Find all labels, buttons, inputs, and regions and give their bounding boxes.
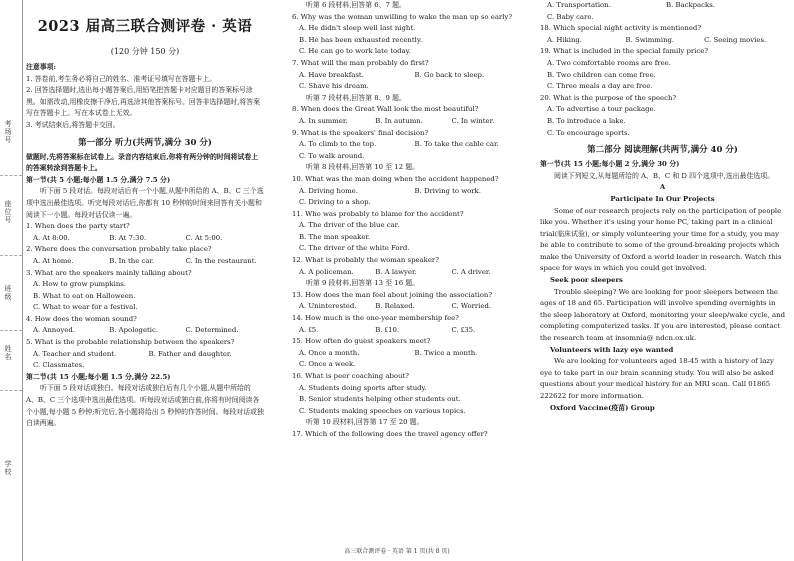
answer-option: A. Once a month. bbox=[299, 348, 360, 357]
question-stem: 16. What is peer coaching about? bbox=[292, 372, 409, 380]
answer-option: A. A policeman. bbox=[299, 267, 354, 276]
answer-option: A. Hiking. bbox=[547, 35, 582, 44]
answer-option: C. ₤35. bbox=[451, 325, 476, 334]
answer-option: A. At 8:00. bbox=[33, 233, 70, 242]
question-stem: 2. Where does the conversation probably take place? bbox=[26, 245, 212, 254]
question-list-3 bbox=[540, 0, 785, 139]
option-row bbox=[540, 0, 785, 12]
answer-option: C. Shave his dream. bbox=[299, 82, 369, 91]
part1-sec1-intro: 听下面 5 段对话。每段对话后有一个小题,从题中所给的 A、B、C 三个选项中选出最佳选项。听完每段对话后,你都有 10 秒钟的时间来回答有关小题和阅读下一小题。每段对话仅读一遍。 bbox=[26, 187, 264, 219]
answer-option: C. To encourage sports. bbox=[547, 128, 630, 137]
question-stem: 15. How often do guest speakers meet? bbox=[292, 337, 431, 346]
notes-title: 注意事项: bbox=[26, 63, 57, 71]
question-list-2 bbox=[292, 0, 530, 441]
question-stem: 5. What is the probable relationship between the speakers? bbox=[26, 338, 235, 347]
question-stem: 7. What will the man probably do first? bbox=[292, 58, 429, 67]
answer-option: B. ₤10. bbox=[375, 325, 400, 334]
answer-option: B. Driving to work. bbox=[414, 186, 481, 195]
question-list-1 bbox=[26, 221, 264, 372]
answer-option: B. Go back to sleep. bbox=[414, 70, 485, 79]
answer-option: A. Uninterested. bbox=[299, 302, 357, 311]
answer-option: A. Transportation. bbox=[547, 1, 611, 9]
option-row bbox=[292, 348, 530, 360]
answer-option: C. Driving to a shop. bbox=[299, 198, 371, 207]
option-row bbox=[26, 349, 264, 361]
question-stem: 8. When does the Great Wall look the most beautiful? bbox=[292, 105, 479, 114]
passage-title: Participate In Our Projects bbox=[610, 194, 715, 203]
answer-option: C. Worried. bbox=[451, 302, 492, 311]
answer-option: C. Baby care. bbox=[547, 12, 594, 21]
question-stem: 13. How does the man feel about joining the association? bbox=[292, 290, 493, 299]
answer-option: C. Once a week. bbox=[299, 360, 356, 369]
answer-option: C. Determined. bbox=[185, 326, 239, 335]
answer-option: C. To walk around. bbox=[299, 151, 365, 160]
question-stem: 9. What is the speakers' final decision? bbox=[292, 128, 429, 137]
answer-option: C. In winter. bbox=[451, 116, 495, 125]
answer-option: A. He didn't sleep well last night. bbox=[299, 24, 416, 33]
material-instruction: 听第 8 段材料,回答第 10 至 12 题。 bbox=[306, 163, 420, 172]
material-instruction: 听第 6 段材料,回答第 6、7 题。 bbox=[306, 1, 406, 9]
part1-sec2-intro: 听下面 5 段对话或独白。每段对话或独白后有几个小题,从题中所给的 A、B、C 三个选项中选出最佳选项。听每段对话或独白前,你将有时间阅读各个小题,每小题 5 秒钟;听完后,各小题将给出 5 秒钟的作答时间。每段对话或独白读两遍。 bbox=[26, 384, 264, 428]
question-stem: 10. What was the man doing when the accident happened? bbox=[292, 174, 499, 183]
answer-option: B. Two children can come free. bbox=[547, 70, 656, 79]
answer-option: B. He has been exhausted recently. bbox=[299, 35, 423, 44]
side-label: 考场号 bbox=[4, 120, 12, 144]
answer-option: C. He can go to work late today. bbox=[299, 47, 411, 56]
material-instruction: 听第 9 段材料,回答第 13 至 16 题。 bbox=[306, 279, 420, 288]
question-stem: 4. How does the woman sound? bbox=[26, 314, 137, 323]
answer-option: C. Three meals a day are free. bbox=[547, 82, 653, 91]
answer-option: B. Relaxed. bbox=[375, 302, 415, 311]
answer-option: A. How to grow pumpkins. bbox=[33, 280, 126, 289]
option-row bbox=[292, 116, 530, 128]
answer-option: B. What to eat on Halloween. bbox=[33, 291, 136, 300]
answer-option: C. A driver. bbox=[451, 267, 491, 276]
part1-sec1-title: 第一节(共 5 小题;每小题 1.5 分,满分 7.5 分) bbox=[26, 175, 171, 184]
answer-option: A. To advertise a tour package. bbox=[547, 105, 656, 114]
answer-option: B. In the car. bbox=[109, 256, 155, 265]
side-label: 姓名 bbox=[4, 345, 12, 361]
page-title: 2023 届高三联合测评卷 · 英语 bbox=[37, 18, 253, 35]
answer-option: B. Swimming. bbox=[625, 35, 675, 44]
part2-sec1-title: 第一节(共 15 小题;每小题 2 分,满分 30 分) bbox=[540, 160, 680, 169]
answer-option: A. Students doing sports after study. bbox=[299, 383, 427, 392]
option-row bbox=[292, 139, 530, 151]
question-stem: 18. Which special night activity is mentioned? bbox=[540, 24, 702, 33]
column-3 bbox=[540, 0, 785, 545]
answer-option: B. To take the cable car. bbox=[414, 140, 499, 149]
answer-option: C. The driver of the white Ford. bbox=[299, 244, 410, 253]
passage-paragraph: Trouble sleeping? We are looking for poor sleepers between the ages of 18 and 65. Participation will involve spending overnights in the sleep laboratory at Oxford, monitoring your sleep/wake cycle, and completing computerized tasks. If you are interested, please contact the research team at insomnia@ ndcn.ox.uk. bbox=[540, 287, 785, 343]
answer-option: C. In the restaurant. bbox=[185, 256, 257, 265]
question-stem: 14. How much is the one-year membership fee? bbox=[292, 314, 459, 323]
question-stem: 6. Why was the woman unwilling to wake the man up so early? bbox=[292, 12, 513, 21]
question-stem: 20. What is the purpose of the speech? bbox=[540, 93, 677, 102]
question-stem: 1. When does the party start? bbox=[26, 222, 130, 231]
answer-option: C. What to wear for a festival. bbox=[33, 303, 138, 312]
answer-option: B. A lawyer. bbox=[375, 267, 417, 276]
part1-sec2-title: 第二节(共 15 小题;每小题 1.5 分,满分 22.5) bbox=[26, 372, 171, 381]
option-row bbox=[292, 70, 530, 82]
passage-subheading: Seek poor sleepers bbox=[550, 276, 623, 285]
answer-option: B. At 7:30. bbox=[109, 233, 147, 242]
option-row bbox=[292, 186, 530, 198]
option-row bbox=[292, 267, 530, 279]
part2-heading: 第二部分 阅读理解(共两节,满分 40 分) bbox=[587, 145, 738, 156]
answer-option: B. Apologetic. bbox=[109, 326, 159, 335]
exam-duration: (120 分钟 150 分) bbox=[110, 47, 180, 56]
option-row bbox=[26, 325, 264, 337]
passage-paragraph: We are looking for volunteers aged 18-45 with a history of lazy eye to take part in our brain scanning study. You will also be asked questions about your medical history for an MRI scan. Call 01865 222622 for more information. bbox=[540, 357, 774, 400]
answer-option: B. The man speaker. bbox=[299, 232, 371, 241]
answer-option: B. In autumn. bbox=[375, 116, 423, 125]
part1-intro: 做题时,先将答案标在试卷上。录音内容结束后,你将有两分钟的时间将试卷上的答案转涂到答题卡上。 bbox=[26, 152, 259, 173]
note-item: 3. 考试结束后,将答题卡交回。 bbox=[26, 120, 120, 129]
passage-subheading: Volunteers with lazy eye wanted bbox=[550, 345, 674, 354]
answer-option: A. Teacher and student. bbox=[33, 349, 117, 358]
material-instruction: 听第 7 段材料,回答第 8、9 题。 bbox=[306, 93, 406, 102]
answer-option: A. The driver of the blue car. bbox=[299, 221, 400, 230]
passage-letter: A bbox=[659, 183, 666, 192]
answer-option: C. Seeing movies. bbox=[704, 35, 767, 44]
side-label: 学校 bbox=[4, 460, 12, 476]
column-1 bbox=[26, 0, 264, 545]
note-item: 1. 答卷前,考生务必将自己的姓名、准考证号填写在答题卡上。 bbox=[26, 74, 217, 83]
option-row bbox=[26, 256, 264, 268]
side-label: 班级 bbox=[4, 285, 12, 301]
part2-sec1-intro: 阅读下列短文,从每题所给的 A、B、C 和 D 四个选项中,选出最佳选项。 bbox=[554, 171, 775, 180]
answer-option: A. In summer. bbox=[299, 116, 348, 125]
question-stem: 12. What is probably the woman speaker? bbox=[292, 256, 439, 265]
material-instruction: 听第 10 段材料,回答第 17 至 20 题。 bbox=[306, 418, 424, 427]
answer-option: C. Students making speeches on various topics. bbox=[299, 406, 466, 415]
question-stem: 3. What are the speakers mainly talking about? bbox=[26, 268, 192, 277]
question-stem: 11. Who was probably to blame for the accident? bbox=[292, 209, 464, 218]
question-stem: 19. What is included in the special family price? bbox=[540, 47, 709, 56]
answer-option: A. Driving home. bbox=[299, 186, 358, 195]
note-item: 2. 回答选择题时,选出每小题答案后,用铅笔把答题卡对应题目的答案标号涂黑。如需改动,用橡皮擦干净后,再选涂其他答案标号。回答非选择题时,将答案写在答题卡上。写在本试卷上无效。 bbox=[26, 86, 260, 118]
side-label: 座位号 bbox=[4, 200, 12, 224]
answer-option: B. Twice a month. bbox=[414, 348, 478, 357]
answer-option: A. Annoyed. bbox=[33, 326, 75, 335]
answer-option: C. At 5:00. bbox=[185, 233, 223, 242]
part1-heading: 第一部分 听力(共两节,满分 30 分) bbox=[78, 137, 212, 148]
answer-option: B. Backpacks. bbox=[666, 1, 715, 9]
answer-option: B. To introduce a lake. bbox=[547, 116, 626, 125]
question-stem: 17. Which of the following does the travel agency offer? bbox=[292, 429, 488, 438]
binding-margin bbox=[0, 0, 23, 561]
answer-option: A. At home. bbox=[33, 256, 74, 265]
column-2 bbox=[292, 0, 530, 545]
answer-option: A. To climb to the top. bbox=[299, 140, 377, 149]
page-footer: 高三联合测评卷 · 英语 第 1 页(共 8 页) bbox=[344, 548, 450, 555]
answer-option: C. Classmates. bbox=[33, 361, 85, 370]
answer-option: A. ₤5. bbox=[299, 325, 319, 334]
answer-option: A. Two comfortable rooms are free. bbox=[547, 58, 671, 67]
answer-option: A. Have breakfast. bbox=[299, 70, 364, 79]
option-row bbox=[26, 233, 264, 245]
passage-paragraph: Some of our research projects rely on the participation of people like you. Whether it's using your home PC, taking part in a clinical trial(临床试验), or simply volunteering your time for a study, you may be able to contribute to some of the ground-breaking projects which make the University of Oxford a world leader in research. Watch this space for ways in which you could get involved. bbox=[540, 206, 782, 273]
option-row bbox=[292, 301, 530, 313]
answer-option: B. Father and daughter. bbox=[148, 349, 232, 358]
answer-option: B. Senior students helping other students out. bbox=[299, 395, 461, 404]
option-row bbox=[540, 35, 785, 47]
passage-subheading: Oxford Vaccine(疫苗) Group bbox=[550, 403, 655, 412]
option-row bbox=[292, 325, 530, 337]
